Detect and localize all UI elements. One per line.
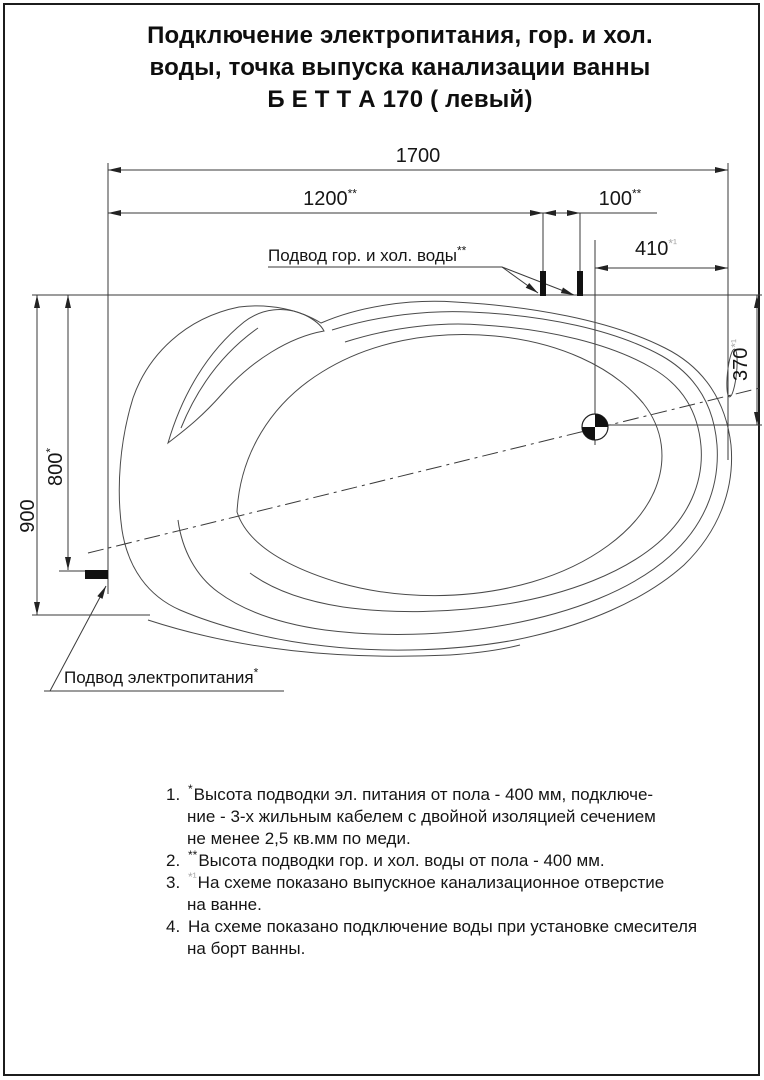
tub-headrest-wing (168, 310, 324, 443)
title-line-1: Подключение электропитания, гор. и хол. (147, 22, 653, 49)
dimension-arrows (34, 167, 760, 615)
note-text: На схеме показано подключение воды при установке смесителя (188, 917, 698, 936)
dim-pipe-spacing: 100** (598, 186, 642, 210)
note-item: 3. $^{*^1}$На схеме показано выпускное канализационное отверстие на ванне. (166, 870, 665, 914)
dim-water-supply-offset: 1200** (303, 186, 357, 210)
hot-water-pipe (540, 271, 546, 296)
note-text: на борт ванны. (187, 939, 306, 958)
dim-overall-length: 1700 (395, 145, 441, 167)
tub-outer-contour (119, 301, 731, 650)
dim-drain-offset-top: $370^{*^1}$ (728, 338, 752, 382)
power-connection-box (85, 570, 108, 579)
drain-target-icon (582, 414, 608, 440)
note-item: 1. *Высота подводки эл. питания от пола - 400 мм, подключе- ние - 3-х жильным кабелем с двойной изоляцией сечением не менее 2,5 кв.мм по меди. (166, 782, 656, 848)
cold-water-pipe (577, 271, 583, 296)
centerline (88, 388, 760, 553)
note-item: 4. На схеме показано подключение воды при установке смесителя на борт ванны. (166, 917, 698, 958)
note-text: ние - 3-х жильным кабелем с двойной изоляцией сечением (187, 807, 656, 826)
connection-points (85, 271, 583, 579)
title-line-3: Б Е Т Т А 170 ( левый) (267, 86, 533, 113)
power-supply-callout: Подвод электропитания* (64, 665, 259, 687)
dim-drain-offset-right: $410^{*^1}$ (634, 236, 678, 260)
title-line-2: воды, точка выпуска канализации ванны (149, 54, 651, 81)
tub-basin (237, 335, 662, 596)
dim-overall-width: 900 (17, 499, 39, 533)
note-text: на ванне. (187, 895, 262, 914)
note-item: 2. **Высота подводки гор. и хол. воды от пола - 400 мм. (166, 848, 605, 870)
notes-list (166, 784, 732, 960)
note-text: не менее 2,5 кв.мм по меди. (187, 829, 411, 848)
dim-power-supply-offset: 800* (43, 447, 67, 487)
note-text: На схеме показано выпускное канализационное отверстие (197, 873, 665, 892)
note-text: Высота подводки гор. и хол. воды от пола - 400 мм. (198, 851, 605, 870)
bathtub-outline (119, 301, 739, 656)
water-supply-callout: Подвод гор. и хол. воды** (268, 243, 467, 265)
note-text: Высота подводки эл. питания от пола - 400 мм, подключе- (193, 785, 654, 804)
